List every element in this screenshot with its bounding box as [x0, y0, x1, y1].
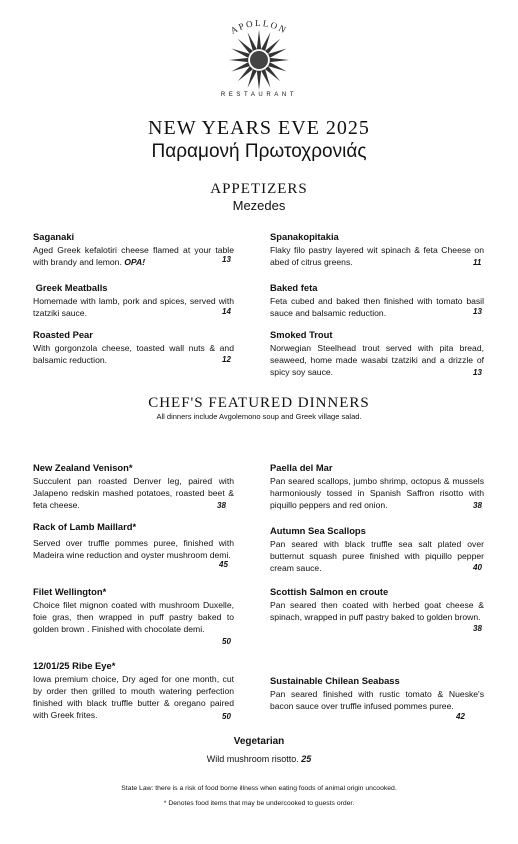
- item-desc: Pan seared scallops, jumbo shrimp, octopus & mussels harmoniously tossed in Spanish Saffron risotto with piquillo peppers and red onion.: [270, 476, 484, 510]
- item-desc: Pan seared finished with rustic tomato & Nueske's bacon sauce over truffle infused pommes puree.: [270, 689, 484, 711]
- menu-item: [33, 586, 234, 635]
- menu-item: [270, 586, 484, 623]
- item-desc: Norwegian Steelhead trout served with pita bread, seaweed, home made wasabi tzatziki and a drizzle of spicy soy sauce.: [270, 343, 484, 377]
- menu-item: [270, 525, 484, 574]
- food-safety-notice: State Law: there is a risk of food borne illness when eating foods of animal origin uncooked.: [121, 785, 397, 792]
- item-name: Rack of Lamb Maillard*: [33, 521, 137, 532]
- menu-item: [33, 462, 234, 511]
- item-price: 14: [222, 307, 231, 316]
- item-name: Smoked Trout: [270, 329, 333, 340]
- item-price: 42: [456, 712, 465, 721]
- menu-item: [33, 660, 234, 721]
- item-desc: Flaky filo pastry layered wit spinach & feta Cheese on abed of citrus greens.: [270, 245, 484, 267]
- item-name: Scottish Salmon en croute: [270, 586, 389, 597]
- logo-ray: [257, 71, 261, 90]
- item-desc: With gorgonzola cheese, toasted wall nuts & and balsamic reduction.: [33, 343, 234, 365]
- appetizers-subtitle: Mezedes: [232, 198, 286, 213]
- item-desc: Homemade with lamb, pork and spices, served with tzatziki sauce.: [33, 296, 234, 318]
- item-price: 13: [473, 368, 482, 377]
- item-desc: Choice filet mignon coated with mushroom Duxelle, foie gras, then wrapped in puff pastry baked to golden brown . Finished with chocolate demi.: [33, 600, 234, 634]
- menu-item: [33, 329, 234, 366]
- item-price: 13: [222, 255, 231, 264]
- dinners-title: CHEF'S FEATURED DINNERS: [148, 395, 370, 411]
- item-desc: Pan seared then coated with herbed goat cheese & spinach, wrapped in puff pastry baked to golden brown.: [270, 600, 484, 622]
- item-name: Sustainable Chilean Seabass: [270, 675, 400, 686]
- menu-item: [270, 462, 484, 511]
- vegetarian-item: [0, 754, 518, 764]
- item-name: Baked feta: [270, 282, 318, 293]
- menu-item: [33, 521, 234, 561]
- item-name: Wild mushroom risotto.: [206, 754, 299, 764]
- appetizers-title: APPETIZERS: [210, 181, 308, 197]
- svg-text:APOLLON: APOLLON: [228, 17, 290, 36]
- brand-name-arc: [209, 12, 309, 42]
- item-name: Paella del Mar: [270, 462, 333, 473]
- logo-ray: [270, 58, 289, 62]
- item-price: 50: [222, 712, 231, 721]
- item-price: 38: [473, 624, 482, 633]
- undercooked-notice: * Denotes food items that may be undercooked to guests order.: [163, 800, 355, 807]
- menu-item: [270, 675, 484, 712]
- menu-item: [33, 282, 234, 319]
- item-extra: OPA!: [124, 257, 146, 267]
- brand-subtitle: RESTAURANT: [220, 92, 298, 98]
- item-desc: Succulent pan roasted Denver leg, paired with Jalapeno redskin mashed potatoes, roasted beet & feta cheese.: [33, 476, 234, 510]
- item-desc: Served over truffle pommes puree, finished with Madeira wine reduction and oyster mushroom demi.: [33, 538, 234, 560]
- menu-item: [270, 329, 484, 378]
- page-subtitle: Παραμονή Πρωτοχρονιάς: [151, 141, 367, 162]
- item-name: 12/01/25 Ribe Eye*: [33, 660, 116, 671]
- item-price: 13: [473, 307, 482, 316]
- item-name: Filet Wellington*: [33, 586, 107, 597]
- item-price: 45: [219, 560, 228, 569]
- item-price: 11: [473, 258, 482, 267]
- item-desc: Aged Greek kefalotiri cheese flamed at your table with brandy and lemon. OPA!: [33, 245, 234, 267]
- item-name: Autumn Sea Scallops: [270, 525, 366, 536]
- item-price: 50: [222, 637, 231, 646]
- logo-ray: [229, 58, 248, 62]
- page-title: NEW YEARS EVE 2025: [148, 117, 370, 139]
- item-desc: Pan seared with black truffle sea salt plated over butternut squash puree finished with piquillo pepper cream sauce.: [270, 539, 484, 573]
- menu-item: [270, 231, 484, 268]
- dinners-note: All dinners include Avgolemono soup and Greek village salad.: [156, 412, 362, 421]
- vegetarian-title: Vegetarian: [233, 736, 285, 747]
- item-name: Roasted Pear: [33, 329, 93, 340]
- item-desc: Iowa premium choice, Dry aged for one month, cut by order then grilled to mouth watering perfection finished with black truffle butter & oregano paired with Greek frites.: [33, 674, 234, 720]
- item-price: 12: [222, 355, 231, 364]
- item-name: New Zealand Venison*: [33, 462, 133, 473]
- item-price: 38: [217, 501, 226, 510]
- menu-item: [270, 282, 484, 319]
- menu-item: [33, 231, 234, 268]
- item-price: 25: [301, 754, 312, 764]
- item-price: 38: [473, 501, 482, 510]
- item-name: Spanakopitakia: [270, 231, 339, 242]
- item-name: Greek Meatballs: [35, 282, 108, 293]
- item-name: Saganaki: [33, 231, 75, 242]
- item-desc: Feta cubed and baked then finished with tomato basil sauce and balsamic reduction.: [270, 296, 484, 318]
- item-price: 40: [473, 563, 482, 572]
